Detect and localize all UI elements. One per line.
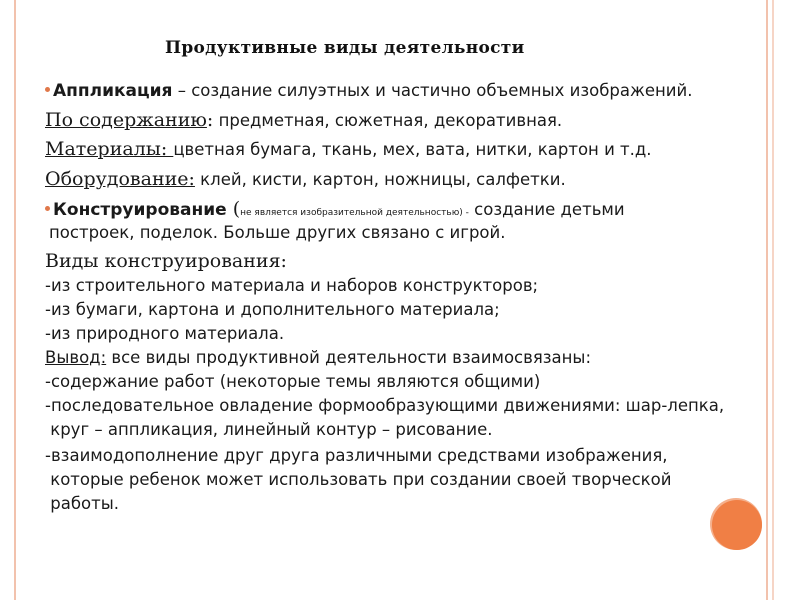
materials-line <box>45 138 652 161</box>
applikacia-line <box>45 80 692 102</box>
right-border-line-2 <box>772 0 774 600</box>
equipment-text: клей, кисти, картон, ножницы, салфетки. <box>194 170 566 189</box>
construction-note: не является изобразительной деятельностью <box>240 208 460 218</box>
conclusion-item: -последовательное овладение формообразующими движениями: шар-лепка, <box>45 396 725 415</box>
decorative-circle <box>712 500 762 550</box>
content-label: По содержанию <box>45 109 207 131</box>
applikacia-term: Аппликация <box>53 81 173 101</box>
construction-term: Конструирование <box>53 200 227 220</box>
content-text: предметная, сюжетная, декоративная. <box>213 111 563 130</box>
equipment-line <box>45 168 566 191</box>
construction-definition: создание детьми <box>468 200 625 219</box>
conclusion-item: -содержание работ (некоторые темы являются общими) <box>45 372 541 391</box>
construction-line <box>45 198 625 224</box>
construction-paren-open: ( <box>226 198 241 220</box>
right-border-line <box>766 0 768 600</box>
conclusion-text: все виды продуктивной деятельности взаимосвязаны: <box>106 348 592 367</box>
kinds-heading: Виды конструирования: <box>45 250 287 272</box>
construction-line-2: построек, поделок. Больше других связано с игрой. <box>49 223 506 242</box>
content-line <box>45 109 562 132</box>
conclusion-item: -взаимодополнение друг друга различными средствами изображения, <box>45 446 668 465</box>
materials-text: цветная бумага, ткань, мех, вата, нитки, картон и т.д. <box>173 140 652 159</box>
conclusion-item: работы. <box>45 494 119 513</box>
kinds-item: -из бумаги, картона и дополнительного материала; <box>45 300 500 319</box>
applikacia-definition: – создание силуэтных и частично объемных изображений. <box>172 81 693 100</box>
equipment-label: Оборудование: <box>45 168 195 190</box>
conclusion-line <box>45 347 591 369</box>
kinds-item: -из природного материала. <box>45 324 285 343</box>
kinds-item: -из строительного материала и наборов конструкторов; <box>45 276 539 295</box>
bullet-icon <box>45 87 50 92</box>
materials-label: Материалы: <box>45 138 174 160</box>
construction-paren-close: ) - <box>459 208 469 218</box>
slide-title: Продуктивные виды деятельности <box>165 38 525 58</box>
content-colon: : <box>206 109 214 131</box>
left-border-line <box>14 0 16 600</box>
conclusion-item: круг – аппликация, линейный контур – рисование. <box>45 420 493 439</box>
conclusion-label: Вывод: <box>45 348 107 367</box>
bullet-icon <box>45 206 50 211</box>
conclusion-item: которые ребенок может использовать при создании своей творческой <box>45 470 672 489</box>
